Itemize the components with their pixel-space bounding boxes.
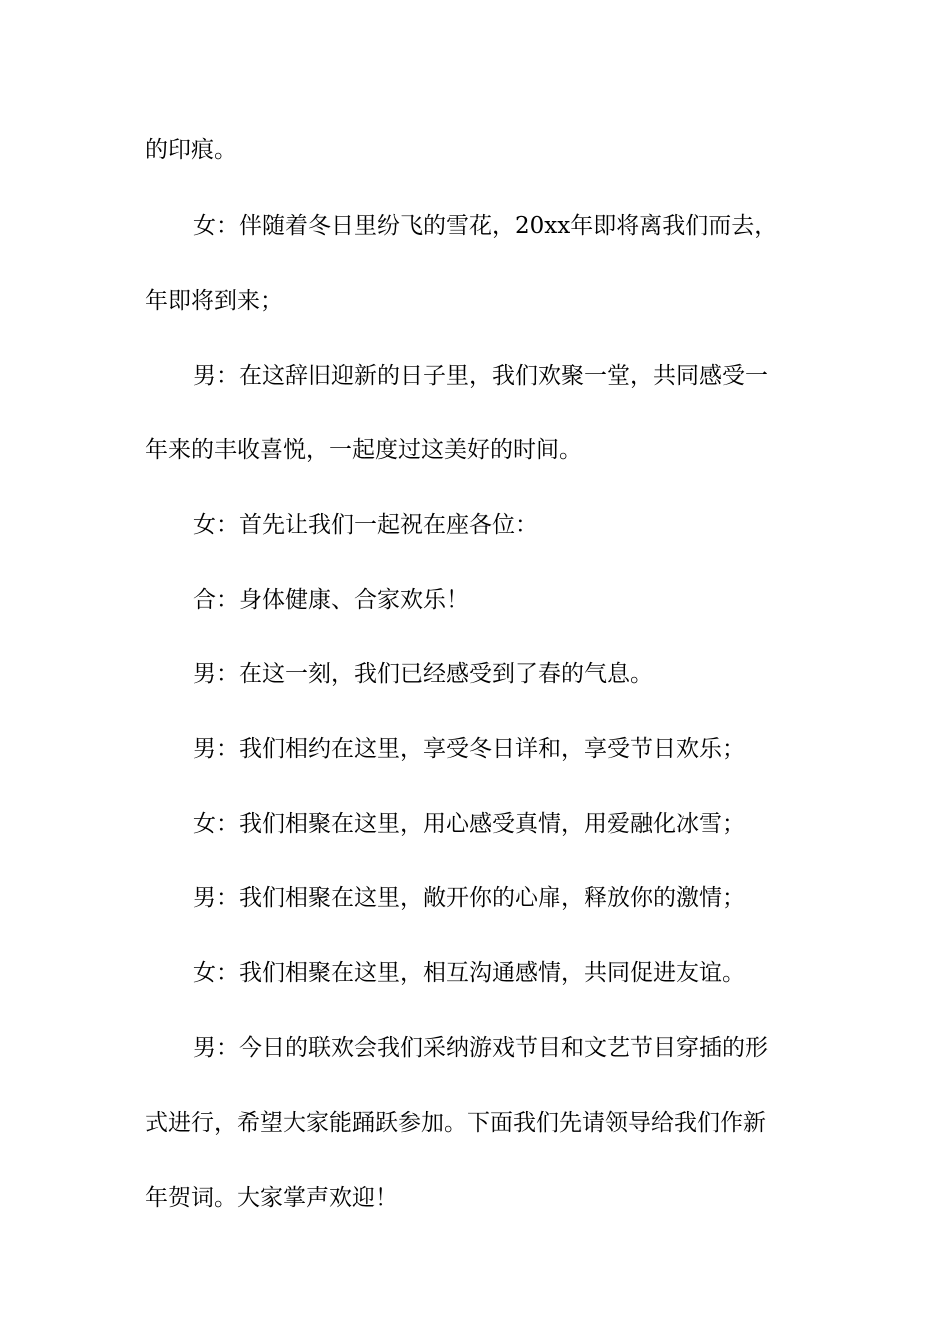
text-line: 男：在这一刻，我们已经感受到了春的气息。 <box>193 661 653 687</box>
text-line: 年即将到来； <box>145 288 283 314</box>
text-line: 男：我们相约在这里，享受冬日详和，享受节日欢乐； <box>193 736 745 762</box>
text-line: 年贺词。大家掌声欢迎！ <box>145 1185 398 1211</box>
text-line: 女：我们相聚在这里，用心感受真情，用爱融化冰雪； <box>193 811 745 837</box>
text-line: 合：身体健康、合家欢乐！ <box>193 587 469 613</box>
text-line: 男：今日的联欢会我们采纳游戏节目和文艺节目穿插的形 <box>193 1035 768 1061</box>
text-line: 男：我们相聚在这里，敞开你的心扉，释放你的激情； <box>193 885 745 911</box>
text-line: 女：伴随着冬日里纷飞的雪花，20xx年即将离我们而去， <box>193 213 778 239</box>
text-line: 式进行，希望大家能踊跃参加。下面我们先请领导给我们作新 <box>145 1110 766 1136</box>
text-line: 女：首先让我们一起祝在座各位： <box>193 512 538 538</box>
text-line: 的印痕。 <box>145 137 237 163</box>
text-line: 男：在这辞旧迎新的日子里，我们欢聚一堂，共同感受一 <box>193 363 768 389</box>
text-line: 年来的丰收喜悦，一起度过这美好的时间。 <box>145 437 582 463</box>
text-line: 女：我们相聚在这里，相互沟通感情，共同促进友谊。 <box>193 960 745 986</box>
